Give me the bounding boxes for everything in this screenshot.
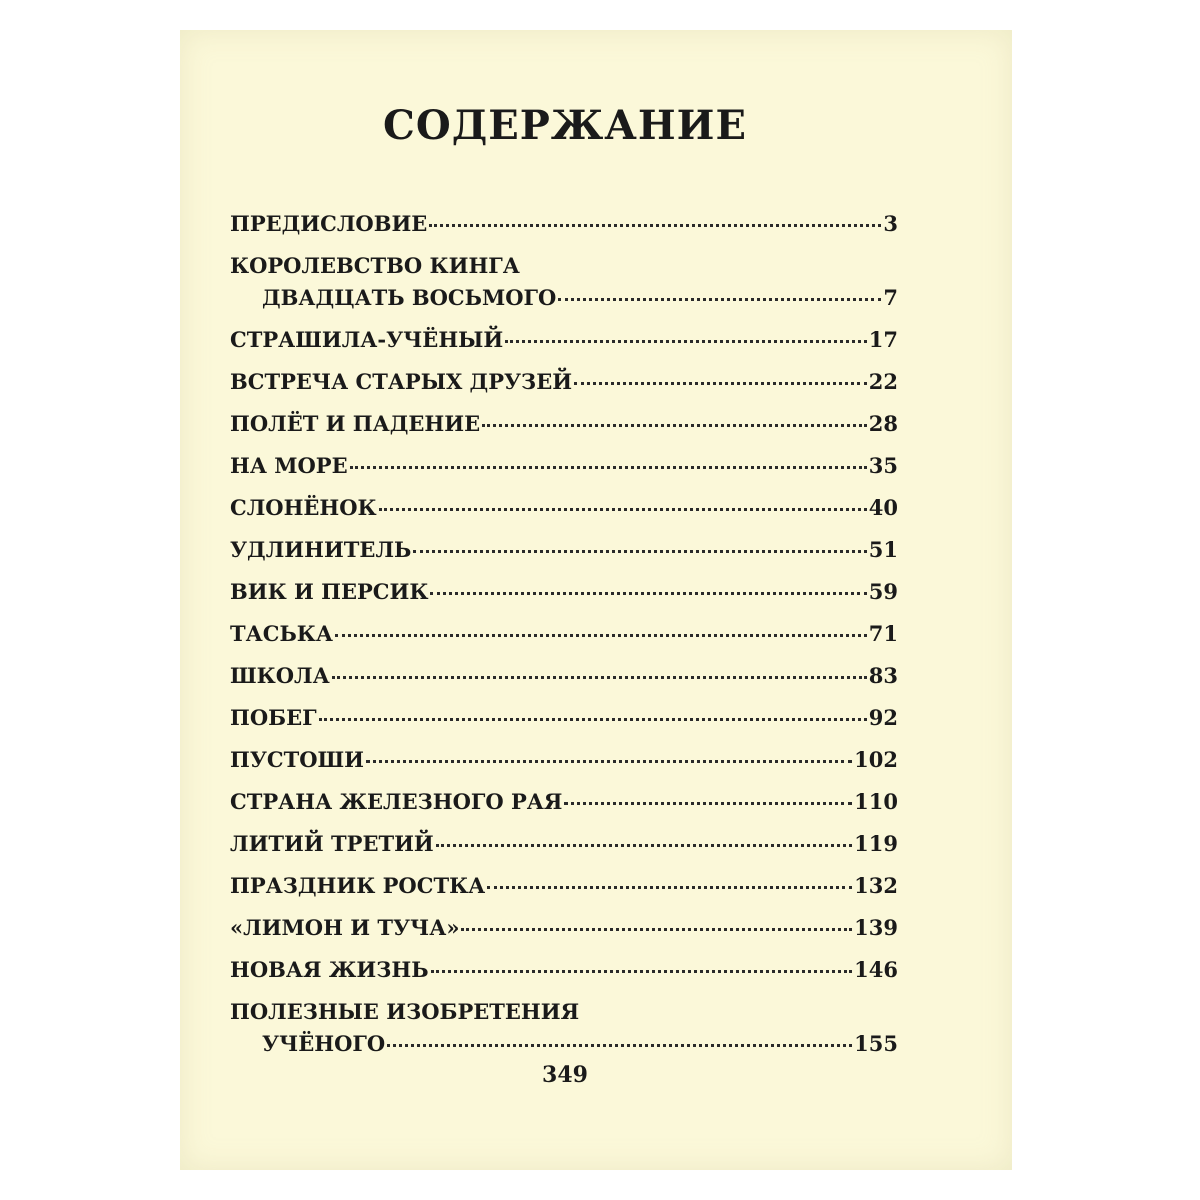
dot-leader [505, 340, 867, 343]
toc-entry-page: 132 [854, 873, 898, 898]
toc-entry-page: 83 [868, 663, 898, 688]
toc-entry-title: СЛОНЁНОК [230, 495, 377, 520]
page-title: СОДЕРЖАНИЕ [383, 102, 747, 149]
toc-entry-line [230, 618, 898, 650]
dot-leader [461, 928, 852, 931]
table-of-contents [230, 208, 898, 1070]
toc-entry [230, 366, 898, 398]
toc-entry-title: ПОБЕГ [230, 705, 317, 730]
toc-entry-line [230, 660, 898, 692]
toc-entry [230, 996, 898, 1060]
toc-entry-title: ПОЛЕЗНЫЕ ИЗОБРЕТЕНИЯ [230, 999, 580, 1024]
toc-entry [230, 408, 898, 440]
toc-entry [230, 250, 898, 314]
toc-entry-line [230, 912, 898, 944]
toc-entry-title: НОВАЯ ЖИЗНЬ [230, 957, 429, 982]
toc-entry-page: 22 [868, 369, 898, 394]
toc-entry-line [230, 954, 898, 986]
dot-leader [350, 466, 867, 469]
dot-leader [564, 802, 852, 805]
toc-entry-title: ШКОЛА [230, 663, 330, 688]
toc-entry-line [230, 870, 898, 902]
toc-entry-title: ДВАДЦАТЬ ВОСЬМОГО [262, 285, 557, 310]
dot-leader [574, 382, 867, 385]
toc-entry [230, 828, 898, 860]
toc-entry-title: УДЛИНИТЕЛЬ [230, 537, 412, 562]
toc-entry-page: 59 [868, 579, 898, 604]
dot-leader [413, 550, 866, 553]
dot-leader [558, 298, 881, 301]
toc-entry-line [230, 366, 898, 398]
toc-entry [230, 954, 898, 986]
toc-entry-page: 71 [868, 621, 898, 646]
toc-entry [230, 492, 898, 524]
toc-entry-page: 119 [854, 831, 898, 856]
toc-entry-line [230, 492, 898, 524]
toc-entry-continuation-line [230, 1028, 898, 1060]
toc-entry-title: ЛИТИЙ ТРЕТИЙ [230, 831, 434, 856]
dot-leader [487, 886, 852, 889]
toc-entry-title: КОРОЛЕВСТВО КИНГА [230, 253, 520, 278]
toc-entry-page: 92 [868, 705, 898, 730]
dot-leader [430, 592, 866, 595]
toc-entry-title: НА МОРЕ [230, 453, 348, 478]
toc-entry-line [230, 576, 898, 608]
toc-entry-page: 146 [854, 957, 898, 982]
toc-entry-line [230, 786, 898, 818]
toc-entry [230, 534, 898, 566]
toc-entry-page: 35 [868, 453, 898, 478]
toc-entry-line [230, 450, 898, 482]
dot-leader [379, 508, 867, 511]
dot-leader [436, 844, 852, 847]
dot-leader [387, 1044, 852, 1047]
toc-entry-page: 28 [868, 411, 898, 436]
toc-entry [230, 912, 898, 944]
toc-entry-page: 7 [883, 285, 898, 310]
dot-leader [366, 760, 852, 763]
toc-entry [230, 660, 898, 692]
dot-leader [319, 718, 867, 721]
toc-entry-page: 3 [883, 211, 898, 236]
toc-entry [230, 744, 898, 776]
dot-leader [332, 676, 867, 679]
toc-entry [230, 618, 898, 650]
toc-entry [230, 576, 898, 608]
toc-entry-title: СТРАНА ЖЕЛЕЗНОГО РАЯ [230, 789, 563, 814]
toc-entry-page: 155 [854, 1031, 898, 1056]
toc-entry-line [230, 324, 898, 356]
book-page [180, 30, 1012, 1170]
toc-entry-title: СТРАШИЛА-УЧЁНЫЙ [230, 327, 504, 352]
toc-entry-title: ТАСЬКА [230, 621, 333, 646]
toc-entry [230, 870, 898, 902]
toc-entry-line [230, 250, 898, 282]
dot-leader [482, 424, 867, 427]
toc-entry-page: 139 [854, 915, 898, 940]
toc-entry-page: 51 [868, 537, 898, 562]
toc-entry [230, 702, 898, 734]
toc-entry-line [230, 744, 898, 776]
toc-entry-line [230, 828, 898, 860]
toc-entry-page: 40 [868, 495, 898, 520]
toc-entry-line [230, 208, 898, 240]
toc-entry [230, 208, 898, 240]
toc-entry-page: 17 [868, 327, 898, 352]
toc-entry [230, 324, 898, 356]
toc-entry-title: ПРАЗДНИК РОСТКА [230, 873, 486, 898]
dot-leader [429, 224, 881, 227]
toc-entry-line [230, 408, 898, 440]
toc-entry-title: ПУСТОШИ [230, 747, 364, 772]
toc-entry-title: ВИК И ПЕРСИК [230, 579, 429, 604]
toc-entry [230, 450, 898, 482]
toc-entry-title: «ЛИМОН И ТУЧА» [230, 915, 460, 940]
toc-entry [230, 786, 898, 818]
toc-entry-page: 110 [854, 789, 898, 814]
page-number: 349 [542, 1062, 588, 1088]
toc-entry-title: ВСТРЕЧА СТАРЫХ ДРУЗЕЙ [230, 369, 573, 394]
dot-leader [431, 970, 853, 973]
toc-entry-line [230, 996, 898, 1028]
toc-entry-page: 102 [854, 747, 898, 772]
toc-entry-title: УЧЁНОГО [262, 1031, 386, 1056]
toc-entry-line [230, 534, 898, 566]
dot-leader [335, 634, 867, 637]
toc-entry-continuation-line [230, 282, 898, 314]
toc-entry-title: ПРЕДИСЛОВИЕ [230, 211, 428, 236]
toc-entry-title: ПОЛЁТ И ПАДЕНИЕ [230, 411, 481, 436]
toc-entry-line [230, 702, 898, 734]
